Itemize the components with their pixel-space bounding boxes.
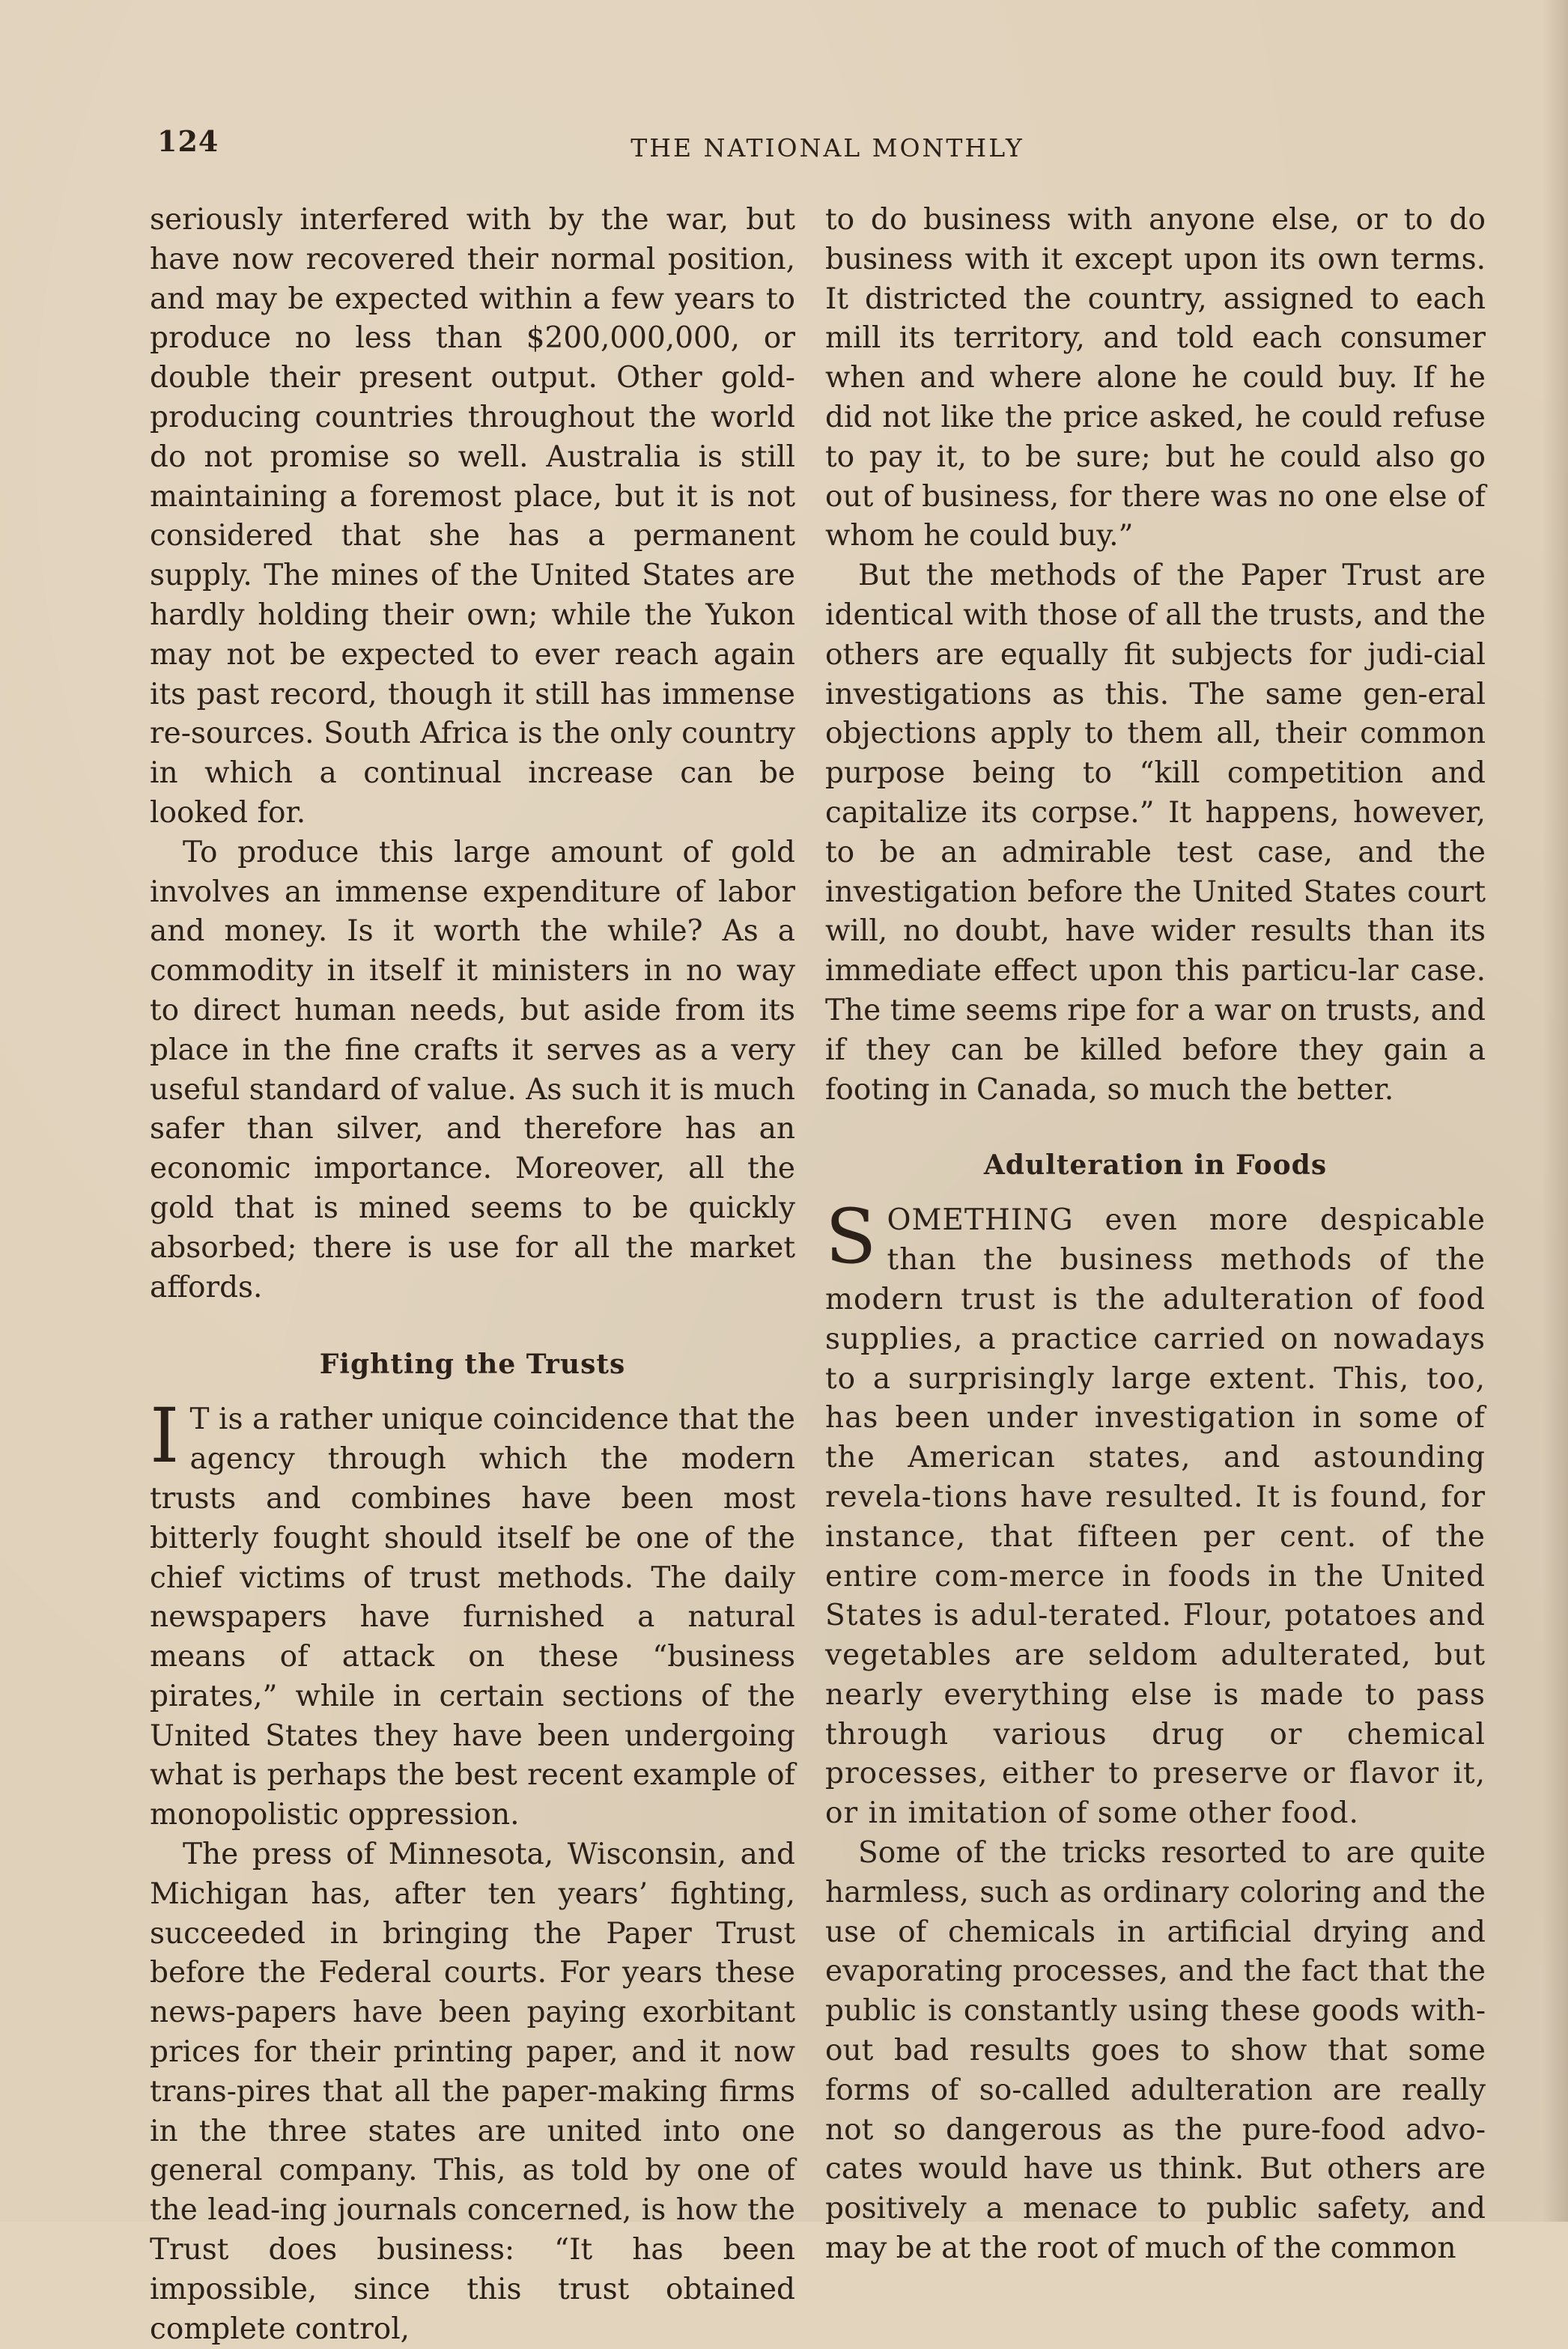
left-paragraph-3-text: T is a rather unique coincidence that the agency through which the modern trusts and combines have been most bitterly fought should itself be one of the chief victims of trust methods. The daily newspapers have furnished a natural means of attack on these “business pirates,” while in certain sections of the United States they have been undergoing what is perhaps the best recent example of monopolistic oppression. [150,1403,795,1832]
drop-cap-i: I [150,1392,180,1480]
page-header [157,124,1498,169]
left-paragraph-3 [150,1392,795,1835]
right-column [825,201,1486,2269]
left-paragraph-1: seriously interfered with by the war, but have now recovered their normal position, and may be expected within a few years to produce no less than $200,000,000, or double their present output. Other gold-producing countries throughout the world do not promise so well. Australia is still maintaining a foremost place, but it is not considered that she has a permanent supply. The mines of the United States are hardly holding their own; while the Yukon may not be expected to ever reach again its past record, though it still has immense re-sources. South Africa is the only country in which a continual increase can be looked for. [150,203,795,830]
left-column [150,201,795,2349]
section-title-fighting-trusts: Fighting the Trusts [319,1349,626,1381]
right-paragraph-3-text: OMETHING even more despicable than the business methods of the modern trust is the adulteration of food supplies, a practice carried on nowadays to a surprisingly large extent. This, too, has been under investigation in some of the American states, and astounding revela-tions have resulted. It is found, for instance, that fifteen per cent. of the entire com-merce in foods in the United States is adul-terated. Flour, potatoes and vegetables are seldom adulterated, but nearly everything else is made to pass through various drug or chemical processes, either to preserve or flavor it, or in imitation of some other food. [825,1203,1486,1831]
drop-cap-s: S [825,1193,877,1281]
page-edge-shadow [1543,0,1568,2222]
right-paragraph-4: Some of the tricks resorted to are quite harmless, such as ordinary coloring and the use of chemicals in artificial drying and evaporating processes, and the fact that the public is constantly using these goods with-out bad results goes to show that some forms of so-called adulteration are really not so dangerous as the pure-food advo-cates would have us think. But others are positively a menace to public safety, and may be at the root of much of the common [825,1836,1486,2266]
right-paragraph-1: to do business with anyone else, or to do business with it except upon its own terms. It districted the country, assigned to each mill its territory, and told each consumer when and where alone he could buy. If he did not like the price asked, he could refuse to pay it, to be sure; but he could also go out of business, for there was no one else of whom he could buy.” [825,203,1486,553]
section-title-adulteration-foods: Adulteration in Foods [983,1149,1328,1182]
running-head: THE NATIONAL MONTHLY [630,133,1024,162]
left-paragraph-2: To produce this large amount of gold involves an immense expenditure of labor and money. Is it worth the while? As a commodity in itself it ministers in no way to direct human needs, but aside from its place in the fine crafts it serves as a very useful standard of value. As such it is much safer than silver, and therefore has an economic importance. Moreover, all the gold that is mined seems to be quickly absorbed; there is use for all the market affords. [150,835,795,1304]
page-number: 124 [157,124,219,158]
right-paragraph-2: But the methods of the Paper Trust are identical with those of all the trusts, and the others are equally fit subjects for judi-cial investigations as this. The same gen-eral objections apply to them all, their common purpose being to “kill competition and capitalize its corpse.” It happens, however, to be an admirable test case, and the investigation before the United States court will, no doubt, have wider results than its immediate effect upon this particu-lar case. The time seems ripe for a war on trusts, and if they can be killed before they gain a footing in Canada, so much the better. [825,559,1486,1107]
right-paragraph-3 [825,1193,1486,1834]
left-paragraph-4: The press of Minnesota, Wisconsin, and Michigan has, after ten years’ fighting, succeeded in bringing the Paper Trust before the Federal courts. For years these news-papers have been paying exorbitant prices for their printing paper, and it now trans-pires that all the paper-making firms in the three states are united into one general company. This, as told by one of the lead-ing journals concerned, is how the Trust does business: “It has been impossible, since this trust obtained complete control, [150,1838,795,2346]
